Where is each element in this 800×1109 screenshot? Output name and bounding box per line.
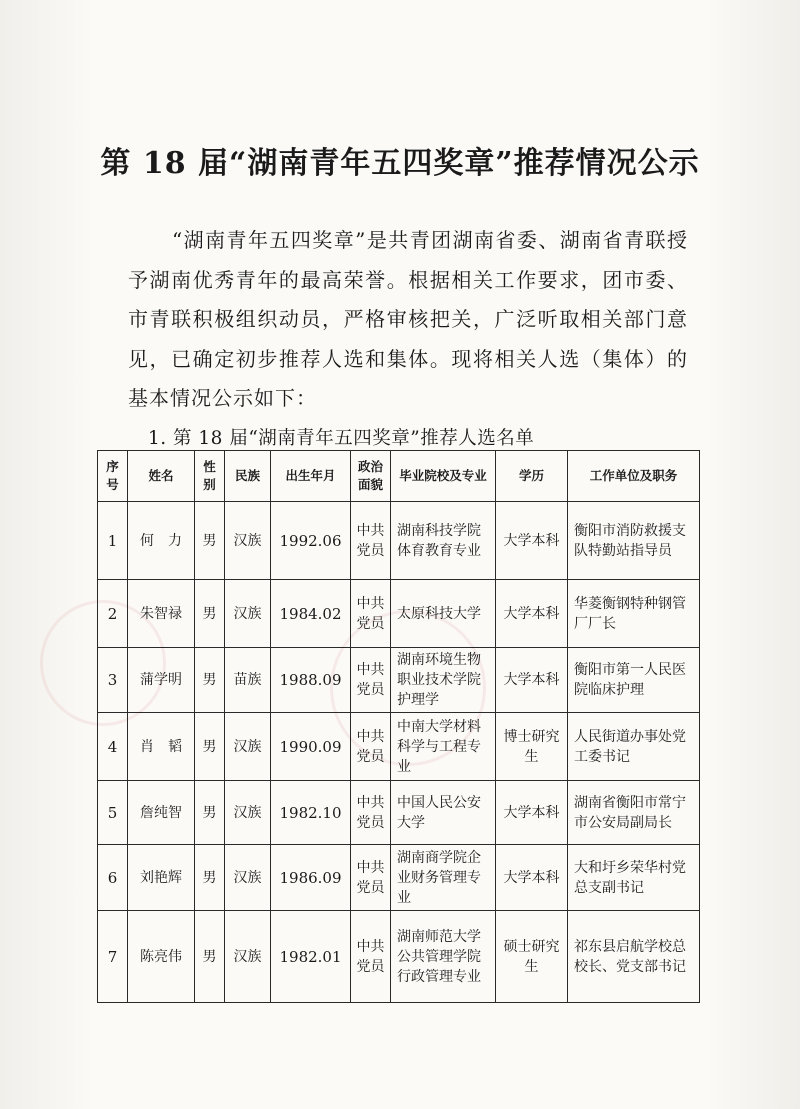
- cell-name: 刘艳辉: [128, 845, 195, 911]
- cell-school: 湖南师范大学公共管理学院行政管理专业: [391, 911, 496, 1003]
- cell-birth: 1986.09: [271, 845, 351, 911]
- cell-name: 何 力: [128, 502, 195, 580]
- cell-name: 朱智禄: [128, 580, 195, 648]
- cell-workplace: 人民街道办事处党工委书记: [568, 713, 700, 781]
- list-heading: 1. 第 18 届“湖南青年五四奖章”推荐人选名单: [148, 428, 535, 449]
- cell-school: 湖南商学院企业财务管理专业: [391, 845, 496, 911]
- col-header-education: 学历: [496, 451, 568, 502]
- table-row: [98, 713, 700, 781]
- intro-paragraph: “湖南青年五四奖章”是共青团湖南省委、湖南省青联授予湖南优秀青年的最高荣誉。根据相关工作要求，团市委、市青联积极组织动员，严格审核把关，广泛听取相关部门意见，已确定初步推荐人选和集体。现将相关人选（集体）的基本情况公示如下：: [128, 228, 688, 410]
- col-header-ethnicity: 民族: [225, 451, 271, 502]
- cell-party: 中共党员: [351, 580, 391, 648]
- cell-ethnicity: 汉族: [225, 911, 271, 1003]
- col-header-workplace: 工作单位及职务: [568, 451, 700, 502]
- cell-workplace: 大和圩乡荣华村党总支副书记: [568, 845, 700, 911]
- cell-gender: 男: [195, 713, 225, 781]
- col-header-party: 政治面貌: [351, 451, 391, 502]
- cell-ethnicity: 汉族: [225, 713, 271, 781]
- cell-no: 3: [98, 648, 128, 713]
- col-header-gender: 性别: [195, 451, 225, 502]
- col-header-no: 序号: [98, 451, 128, 502]
- cell-birth: 1982.10: [271, 781, 351, 845]
- col-header-name: 姓名: [128, 451, 195, 502]
- cell-no: 6: [98, 845, 128, 911]
- table-header-row: [98, 451, 700, 502]
- table-row: [98, 502, 700, 580]
- cell-no: 5: [98, 781, 128, 845]
- cell-birth: 1992.06: [271, 502, 351, 580]
- cell-ethnicity: 苗族: [225, 648, 271, 713]
- col-header-birth: 出生年月: [271, 451, 351, 502]
- cell-party: 中共党员: [351, 648, 391, 713]
- cell-party: 中共党员: [351, 845, 391, 911]
- cell-party: 中共党员: [351, 781, 391, 845]
- cell-ethnicity: 汉族: [225, 580, 271, 648]
- cell-school: 湖南环境生物职业技术学院护理学: [391, 648, 496, 713]
- cell-education: 大学本科: [496, 648, 568, 713]
- cell-school: 太原科技大学: [391, 580, 496, 648]
- cell-education: 硕士研究生: [496, 911, 568, 1003]
- cell-gender: 男: [195, 648, 225, 713]
- cell-school: 中国人民公安大学: [391, 781, 496, 845]
- cell-education: 大学本科: [496, 580, 568, 648]
- cell-workplace: 湖南省衡阳市常宁市公安局副局长: [568, 781, 700, 845]
- col-header-school: 毕业院校及专业: [391, 451, 496, 502]
- cell-no: 4: [98, 713, 128, 781]
- cell-workplace: 华菱衡钢特种钢管厂厂长: [568, 580, 700, 648]
- cell-name: 詹纯智: [128, 781, 195, 845]
- cell-gender: 男: [195, 781, 225, 845]
- cell-education: 大学本科: [496, 502, 568, 580]
- cell-birth: 1982.01: [271, 911, 351, 1003]
- table-row: [98, 911, 700, 1003]
- cell-education: 大学本科: [496, 781, 568, 845]
- cell-ethnicity: 汉族: [225, 502, 271, 580]
- document-title: 第 18 届“湖南青年五四奖章”推荐情况公示: [100, 146, 700, 181]
- candidate-table: [97, 450, 700, 1003]
- cell-gender: 男: [195, 911, 225, 1003]
- cell-name: 陈亮伟: [128, 911, 195, 1003]
- cell-workplace: 祁东县启航学校总校长、党支部书记: [568, 911, 700, 1003]
- cell-workplace: 衡阳市消防救援支队特勤站指导员: [568, 502, 700, 580]
- cell-birth: 1984.02: [271, 580, 351, 648]
- cell-ethnicity: 汉族: [225, 781, 271, 845]
- cell-education: 博士研究生: [496, 713, 568, 781]
- cell-gender: 男: [195, 502, 225, 580]
- cell-party: 中共党员: [351, 911, 391, 1003]
- cell-gender: 男: [195, 580, 225, 648]
- cell-no: 1: [98, 502, 128, 580]
- cell-no: 7: [98, 911, 128, 1003]
- cell-school: 中南大学材料科学与工程专业: [391, 713, 496, 781]
- cell-party: 中共党员: [351, 713, 391, 781]
- cell-name: 蒲学明: [128, 648, 195, 713]
- cell-gender: 男: [195, 845, 225, 911]
- table-row: [98, 648, 700, 713]
- cell-birth: 1988.09: [271, 648, 351, 713]
- cell-birth: 1990.09: [271, 713, 351, 781]
- table-row: [98, 781, 700, 845]
- cell-name: 肖 韬: [128, 713, 195, 781]
- table-row: [98, 580, 700, 648]
- cell-school: 湖南科技学院体育教育专业: [391, 502, 496, 580]
- table-row: [98, 845, 700, 911]
- cell-workplace: 衡阳市第一人民医院临床护理: [568, 648, 700, 713]
- cell-ethnicity: 汉族: [225, 845, 271, 911]
- cell-education: 大学本科: [496, 845, 568, 911]
- cell-party: 中共党员: [351, 502, 391, 580]
- cell-no: 2: [98, 580, 128, 648]
